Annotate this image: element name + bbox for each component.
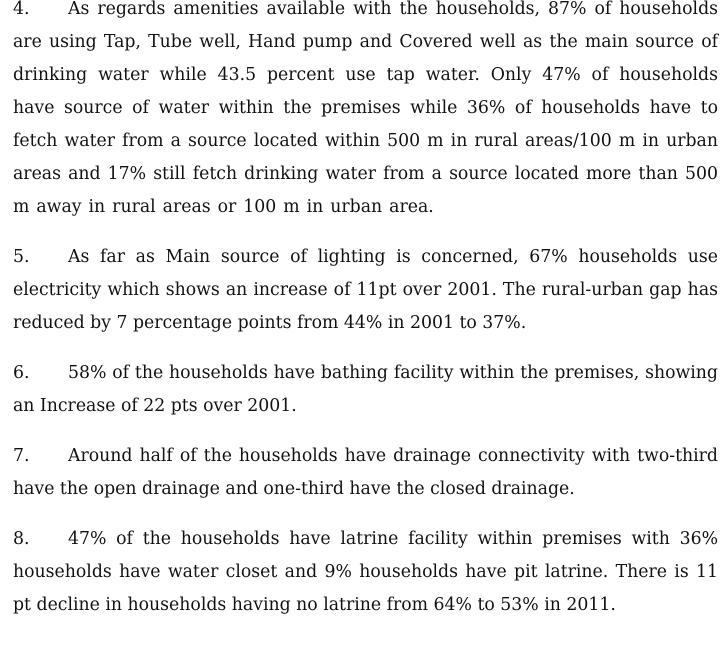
paragraph-text: As far as Main source of lighting is concerned, 67% households use electricity which shows an increase of 11pt over 2001. The rural-urban gap has reduced by 7 percentage points from 44% in 2001 to 37%. [13, 247, 718, 333]
paragraph-number: 4. [13, 0, 30, 19]
paragraph-text: Around half of the households have drainage connectivity with two-third have the open drainage and one-third have the closed drainage. [13, 446, 718, 499]
paragraph-4 [13, 0, 718, 224]
paragraph-5 [13, 241, 718, 340]
paragraph-6 [13, 357, 718, 423]
paragraph-number: 6. [13, 363, 30, 383]
document-body [13, 0, 718, 622]
paragraph-8 [13, 523, 718, 622]
paragraph-text: As regards amenities available with the households, 87% of households are using Tap, Tube well, Hand pump and Covered well as the main source of drinking water while 43.5 percent use tap water. Only 47% of households have source of water within the premises while 36% of households have to fetch water from a source located within 500 m in rural areas/100 m in urban areas and 17% still fetch drinking water from a source located more than 500 m away in rural areas or 100 m in urban area. [13, 0, 718, 217]
paragraph-text: 47% of the households have latrine facility within premises with 36% households have water closet and 9% households have pit latrine. There is 11 pt decline in households having no latrine from 64% to 53% in 2011. [13, 529, 718, 615]
paragraph-number: 5. [13, 247, 30, 267]
paragraph-number: 8. [13, 529, 30, 549]
paragraph-number: 7. [13, 446, 30, 466]
paragraph-7 [13, 440, 718, 506]
paragraph-text: 58% of the households have bathing facility within the premises, showing an Increase of 22 pts over 2001. [13, 363, 718, 416]
